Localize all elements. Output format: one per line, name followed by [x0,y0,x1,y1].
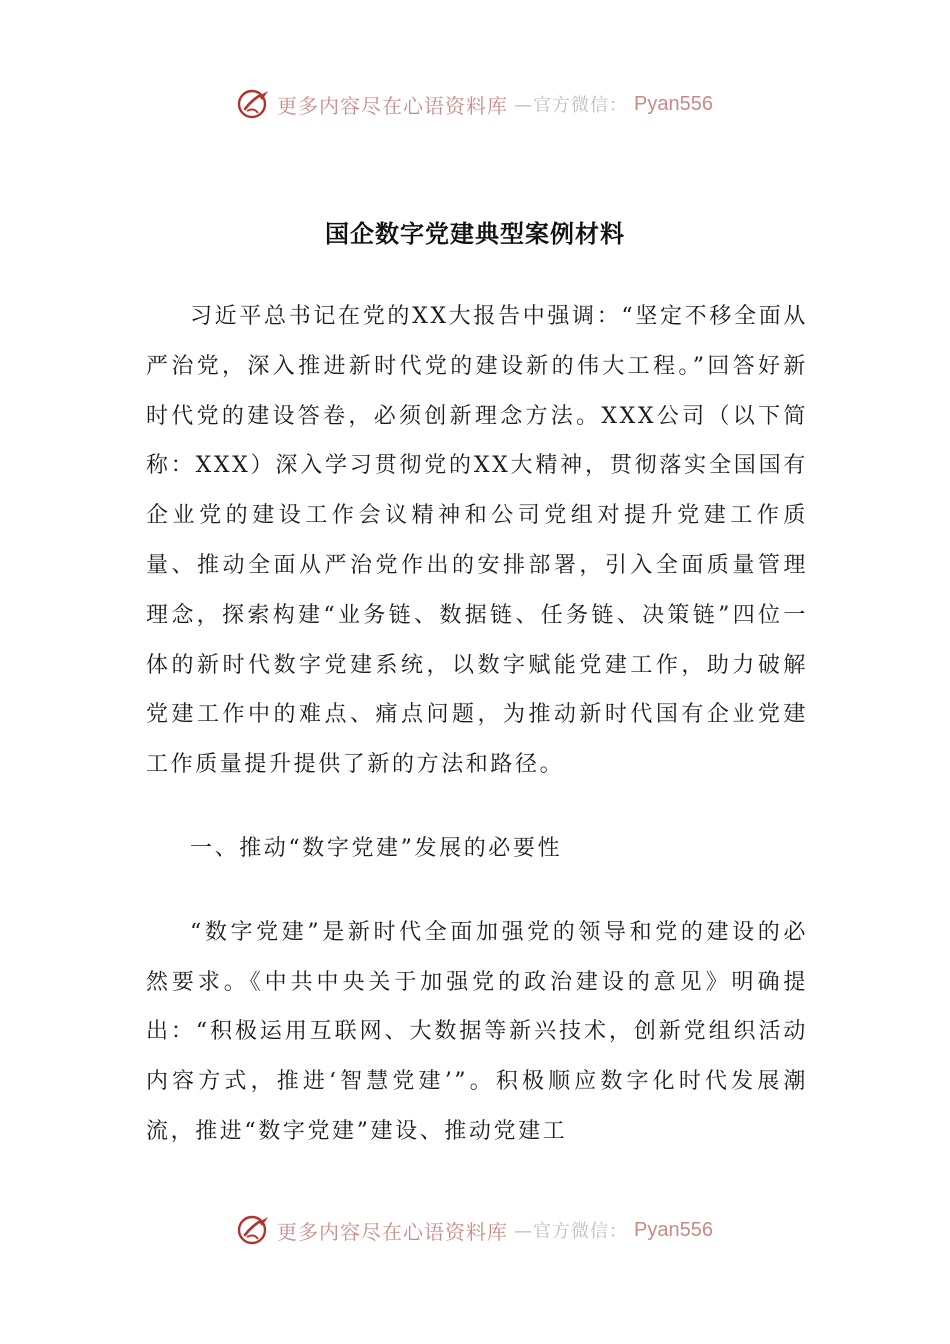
section-heading: 一、推动“数字党建”发展的必要性 [190,835,563,861]
footer-watermark [0,1210,950,1250]
intro-paragraph: 习近平总书记在党的XX大报告中强调：“坚定不移全面从严治党，深入推进新时代党的建设新的伟大工程。”回答好新时代党的建设答卷，必须创新理念方法。XXX公司（以下简称：XXX）深入学习贯彻党的XX大精神，贯彻落实全国国有企业党的建设工作会议精神和公司党组对提升党建工作质量、推动全面从严治党作出的安排部署，引入全面质量管理理念，探索构建“业务链、数据链、任务链、决策链”四位一体的新时代数字党建系统，以数字赋能党建工作，助力破解党建工作中的难点、痛点问题，为推动新时代国有企业党建工作质量提升提供了新的方法和路径。 [146,304,808,778]
pen-logo-icon [237,1213,271,1247]
body-paragraph: “数字党建”是新时代全面加强党的领导和党的建设的必然要求。《中共中央关于加强党的政治建设的意见》明确提出：“积极运用互联网、大数据等新兴技术，创新党组织活动内容方式，推进‘智慧党建’”。积极顺应数字化时代发展潮流，推进“数字党建”建设、推动党建工 [146,919,808,1144]
pen-logo-icon [237,87,271,121]
watermark-wechat-id: Pyan556 [634,1218,713,1241]
watermark-text: 更多内容尽在心语资料库 [277,1219,509,1244]
watermark-label: —官方微信： [514,1221,629,1242]
document-body [146,292,808,1157]
document-title: 国企数字党建典型案例材料 [325,220,625,248]
watermark-text: 更多内容尽在心语资料库 [277,93,509,118]
header-watermark [0,84,950,124]
watermark-label: —官方微信： [514,95,629,116]
watermark-wechat-id: Pyan556 [634,92,713,115]
